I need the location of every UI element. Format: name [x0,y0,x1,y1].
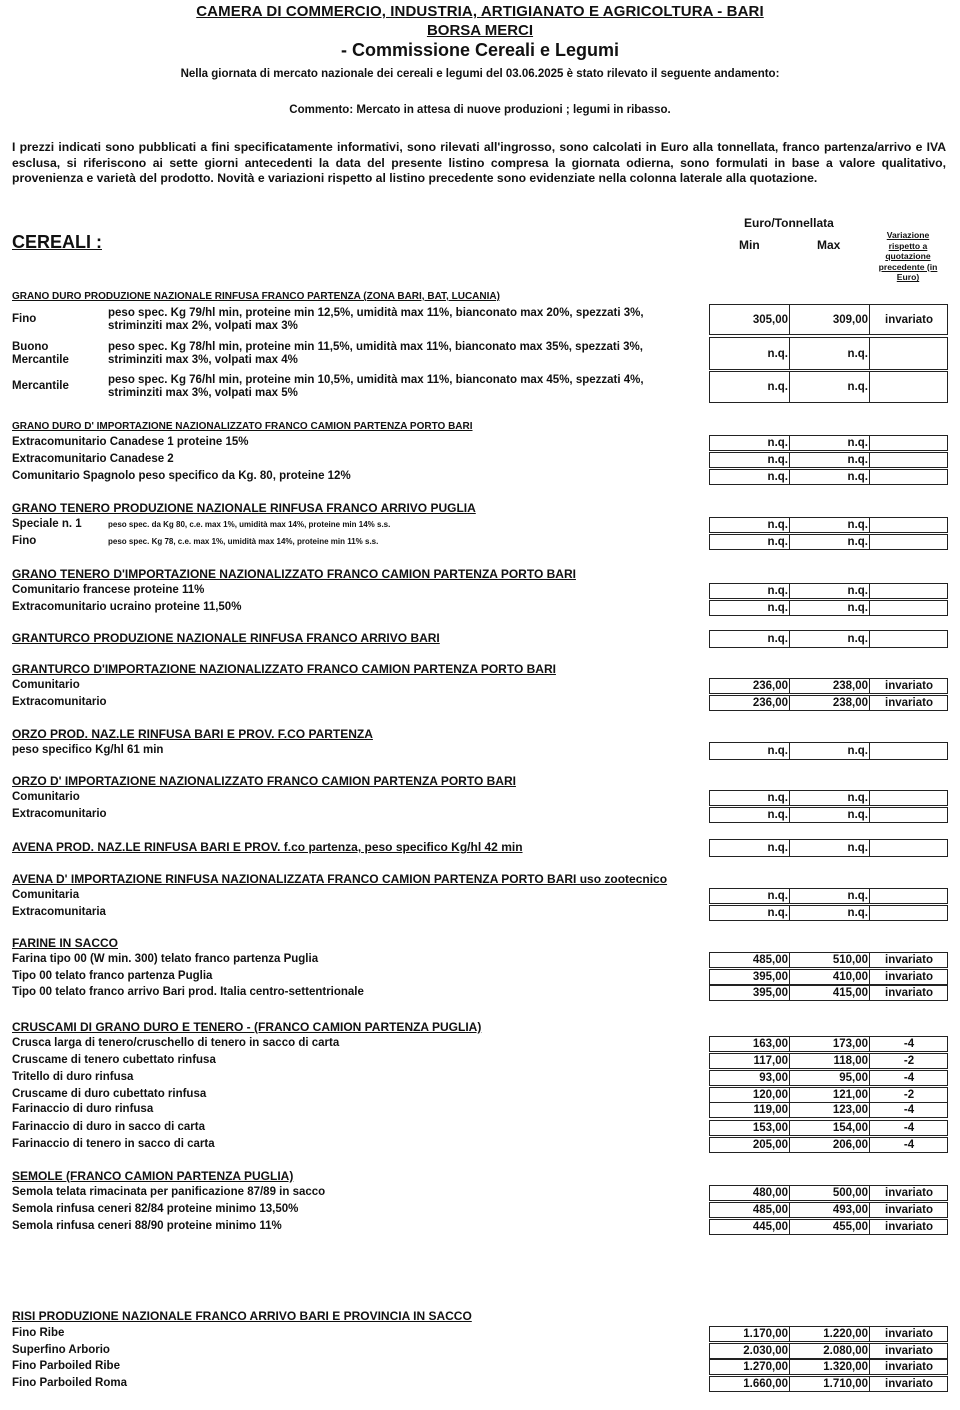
price-variation [870,338,948,369]
price-max: n.q. [790,338,870,369]
price-min: 485,00 [710,1203,790,1217]
price-row [709,839,948,857]
price-max: 455,00 [790,1220,870,1234]
section-title: ORZO D' IMPORTAZIONE NAZIONALIZZATO FRANCO CAMION PARTENZA PORTO BARI [12,774,516,788]
row-label: peso specifico Kg/hl 61 min [12,744,164,756]
price-row [709,435,948,451]
unit-header: Euro/Tonnellata [744,216,834,230]
section-title: SEMOLE (FRANCO CAMION PARTENZA PUGLIA) [12,1169,294,1183]
price-min: n.q. [710,808,790,822]
price-min: 236,00 [710,696,790,710]
row-description: peso spec. Kg 78, c.e. max 1%, umidità max 14%, proteine min 11% s.s. [108,537,379,546]
price-variation: -4 [903,1104,915,1116]
price-max: n.q. [790,791,870,805]
price-row [709,1102,948,1118]
section-title: FARINE IN SACCO [12,936,119,950]
row-label: Fino [12,313,37,325]
price-min: n.q. [710,743,790,759]
price-min: n.q. [710,601,790,615]
price-min: n.q. [710,453,790,467]
price-min: n.q. [710,470,790,484]
price-variation [870,743,948,759]
price-max: n.q. [790,631,870,647]
price-min: 305,00 [710,305,790,334]
intro-text: Nella giornata di mercato nazionale dei cereali e legumi del 03.06.2025 è stato rilevato il seguente andamento: [180,68,780,80]
row-label: Comunitario Spagnolo peso specifico da Kg. 80, proteine 12% [12,470,351,482]
price-variation: invariato [885,1378,933,1390]
price-max: 410,00 [790,970,870,984]
price-max: n.q. [790,453,870,467]
section-title: GRANO DURO D' IMPORTAZIONE NAZIONALIZZATO FRANCO CAMION PARTENZA PORTO BARI [12,421,473,432]
section-title: GRANTURCO D'IMPORTAZIONE NAZIONALIZZATO FRANCO CAMION PARTENZA PORTO BARI [12,662,556,676]
price-min: 1.270,00 [710,1360,790,1374]
price-variation [870,840,948,856]
price-row [709,630,948,648]
price-max: 238,00 [790,679,870,693]
price-variation [870,453,948,467]
chamber-title: CAMERA DI COMMERCIO, INDUSTRIA, ARTIGIANATO E AGRICOLTURA - BARI [196,3,764,20]
price-max: n.q. [790,601,870,615]
commission-title: - Commissione Cereali e Legumi [340,40,620,60]
price-max: 510,00 [790,953,870,967]
price-row [709,695,948,711]
price-max: 121,00 [790,1088,870,1102]
row-label: Tritello di duro rinfusa [12,1071,134,1083]
price-min: n.q. [710,906,790,920]
price-max: 415,00 [790,986,870,1000]
price-row [709,304,948,335]
price-min: 2.030,00 [710,1344,790,1358]
price-row [709,1070,948,1086]
price-row [709,600,948,616]
price-variation [870,808,948,822]
row-label: Fino Parboiled Roma [12,1377,128,1389]
price-row [709,1120,948,1136]
row-label: Cruscame di tenero cubettato rinfusa [12,1054,216,1066]
price-row [709,952,948,968]
row-label: Extracomunitario Canadese 2 [12,453,174,465]
row-label: Comunitario [12,791,80,803]
price-max: 500,00 [790,1186,870,1200]
price-variation: invariato [885,1221,933,1233]
price-variation: invariato [885,697,933,709]
price-min: n.q. [710,840,790,856]
row-label: Extracomunitaria [12,906,106,918]
price-max: n.q. [790,840,870,856]
section-title: CRUSCAMI DI GRANO DURO E TENERO - (FRANCO CAMION PARTENZA PUGLIA) [12,1020,482,1034]
price-variation: -2 [903,1089,915,1101]
price-variation [870,535,948,549]
row-label: Farinaccio di duro in sacco di carta [12,1121,206,1133]
price-max: n.q. [790,584,870,598]
price-min: n.q. [710,518,790,532]
row-label: Comunitario francese proteine 11% [12,584,205,596]
price-max: 95,00 [790,1071,870,1085]
price-row [709,742,948,760]
price-row [709,1219,948,1235]
price-max: 118,00 [790,1054,870,1068]
price-row [709,337,948,370]
price-min: 117,00 [710,1054,790,1068]
price-max: n.q. [790,470,870,484]
price-variation: invariato [885,1345,933,1357]
section-title: RISI PRODUZIONE NAZIONALE FRANCO ARRIVO BARI E PROVINCIA IN SACCO [12,1309,472,1323]
row-label: Extracomunitario [12,808,107,820]
price-variation: invariato [885,987,933,999]
price-row [709,1185,948,1201]
price-max: 1.220,00 [790,1327,870,1341]
row-label: Farinaccio di duro rinfusa [12,1103,154,1115]
price-max: 123,00 [790,1103,870,1117]
price-min: 93,00 [710,1071,790,1085]
row-description: peso spec. da Kg 80, c.e. max 1%, umidità max 14%, proteine min 14% s.s. [108,520,391,529]
price-row [709,1053,948,1069]
row-label: Comunitario [12,679,80,691]
price-min: 205,00 [710,1138,790,1152]
price-row [709,1376,948,1392]
price-max: 173,00 [790,1037,870,1051]
section-title: AVENA D' IMPORTAZIONE RINFUSA NAZIONALIZZATA FRANCO CAMION PARTENZA PORTO BARI uso zootecnico [12,872,668,886]
row-label: Tipo 00 telato franco partenza Puglia [12,970,213,982]
price-row [709,583,948,599]
price-min: 395,00 [710,986,790,1000]
price-row [709,1202,948,1218]
price-variation [870,601,948,615]
price-variation [870,436,948,450]
price-row [709,371,948,403]
price-row [709,452,948,468]
price-max: 238,00 [790,696,870,710]
price-min: 236,00 [710,679,790,693]
price-max: 309,00 [790,305,870,334]
market-comment: Commento: Mercato in attesa di nuove produzioni ; legumi in ribasso. [289,104,671,116]
row-label: Superfino Arborio [12,1344,110,1356]
price-variation: -4 [903,1139,915,1151]
price-min: n.q. [710,372,790,402]
section-title: GRANO TENERO D'IMPORTAZIONE NAZIONALIZZATO FRANCO CAMION PARTENZA PORTO BARI [12,567,576,581]
row-label: Comunitaria [12,889,80,901]
disclaimer-paragraph: I prezzi indicati sono pubblicati a fini specificatamente informativi, sono rilevati all'ingrosso, sono calcolati in Euro alla tonnellata, franco partenza/arrivo e IVA esclusa, si riferiscono ai sette giorni antecedenti la data del presente listino compresa la giornata odierna, sono formulati in base a valore qualitativo, provenienza e varietà del prodotto. Novità e variazioni rispetto al listino precedente sono evidenziate nella colonna laterale alla quotazione. [12,140,946,185]
price-min: 1.660,00 [710,1377,790,1391]
row-label: Farina tipo 00 (W min. 300) telato franco partenza Puglia [12,953,319,965]
price-max: n.q. [790,889,870,903]
price-max: 1.710,00 [790,1377,870,1391]
section-title: GRANTURCO PRODUZIONE NAZIONALE RINFUSA FRANCO ARRIVO BARI [12,631,440,645]
price-max: n.q. [790,436,870,450]
price-variation [870,470,948,484]
price-min: n.q. [710,436,790,450]
price-min: 163,00 [710,1037,790,1051]
price-min: 485,00 [710,953,790,967]
price-min: 1.170,00 [710,1327,790,1341]
cereali-heading: CEREALI : [12,232,102,252]
price-max: n.q. [790,535,870,549]
price-variation [870,518,948,532]
price-max: 2.080,00 [790,1344,870,1358]
price-row [709,1359,948,1375]
price-variation: invariato [885,1187,933,1199]
price-variation: invariato [885,680,933,692]
price-row [709,905,948,921]
row-label: Fino Parboiled Ribe [12,1360,120,1372]
price-variation: invariato [885,954,933,966]
price-max: 206,00 [790,1138,870,1152]
row-description: peso spec. Kg 76/hl min, proteine min 10,5%, umidità max 11%, bianconato max 45%, spezzati 4%, striminziti max 3%, volpati max 5% [108,374,644,399]
price-row [709,517,948,533]
row-label: Buono Mercantile [12,341,69,366]
row-label: Extracomunitario Canadese 1 proteine 15% [12,436,249,448]
price-variation: invariato [885,971,933,983]
row-label: Extracomunitario ucraino proteine 11,50% [12,601,242,613]
price-max: n.q. [790,808,870,822]
price-row [709,969,948,985]
row-label: Crusca larga di tenero/cruschello di tenero in sacco di carta [12,1037,340,1049]
price-max: n.q. [790,518,870,532]
variation-column-header: Variazione rispetto a quotazione precedente (in Euro) [878,230,938,283]
min-column-header: Min [739,238,760,252]
row-label: Farinaccio di tenero in sacco di carta [12,1138,215,1150]
row-label: Fino Ribe [12,1327,65,1339]
price-min: n.q. [710,535,790,549]
price-row [709,790,948,806]
row-label: Semola rinfusa ceneri 82/84 proteine minimo 13,50% [12,1203,299,1215]
price-max: 154,00 [790,1121,870,1135]
price-min: n.q. [710,889,790,903]
price-min: 119,00 [710,1103,790,1117]
price-row [709,1087,948,1103]
price-variation: -2 [903,1055,915,1067]
price-min: 153,00 [710,1121,790,1135]
price-variation: invariato [885,313,933,326]
row-description: peso spec. Kg 79/hl min, proteine min 12,5%, umidità max 11%, bianconato max 20%, spezzati 3%, striminziti max 2%, volpati max 3% [108,307,644,332]
row-label: Extracomunitario [12,696,107,708]
price-max: n.q. [790,743,870,759]
price-variation [870,631,948,647]
price-row [709,888,948,904]
section-title: AVENA PROD. NAZ.LE RINFUSA BARI E PROV. f.co partenza, peso specifico Kg/hl 42 min [12,840,523,854]
price-variation: -4 [903,1122,915,1134]
section-title: GRANO DURO PRODUZIONE NAZIONALE RINFUSA FRANCO PARTENZA (ZONA BARI, BAT, LUCANIA) [12,291,500,302]
borsa-merci-title: BORSA MERCI [426,22,534,39]
row-description: peso spec. Kg 78/hl min, proteine min 11,5%, umidità max 11%, bianconato max 35%, spezzati 3%, striminziti max 3%, volpati max 4% [108,341,643,366]
price-variation: -4 [903,1038,915,1050]
price-row [709,1343,948,1359]
price-variation: -4 [903,1072,915,1084]
price-min: n.q. [710,631,790,647]
price-row [709,1326,948,1342]
price-row [709,1036,948,1052]
price-row [709,678,948,694]
price-min: 480,00 [710,1186,790,1200]
price-variation: invariato [885,1328,933,1340]
price-row [709,985,948,1001]
price-max: n.q. [790,372,870,402]
section-title: GRANO TENERO PRODUZIONE NAZIONALE RINFUSA FRANCO ARRIVO PUGLIA [12,501,476,515]
price-max: 1.320,00 [790,1360,870,1374]
price-variation: invariato [885,1361,933,1373]
price-min: n.q. [710,338,790,369]
row-label: Semola telata rimacinata per panificazione 87/89 in sacco [12,1186,326,1198]
section-title: ORZO PROD. NAZ.LE RINFUSA BARI E PROV. F.CO PARTENZA [12,727,373,741]
price-max: 493,00 [790,1203,870,1217]
row-label: Fino [12,535,37,547]
row-label: Mercantile [12,380,69,392]
row-label: Semola rinfusa ceneri 88/90 proteine minimo 11% [12,1220,282,1232]
price-variation [870,791,948,805]
price-row [709,469,948,485]
max-column-header: Max [817,238,841,252]
price-min: 120,00 [710,1088,790,1102]
price-variation [870,906,948,920]
row-label: Cruscame di duro cubettato rinfusa [12,1088,207,1100]
price-min: n.q. [710,584,790,598]
price-variation [870,584,948,598]
price-min: 445,00 [710,1220,790,1234]
price-max: n.q. [790,906,870,920]
price-min: 395,00 [710,970,790,984]
row-label: Speciale n. 1 [12,518,82,530]
price-variation [870,372,948,402]
price-row [709,1137,948,1153]
price-row [709,534,948,550]
price-min: n.q. [710,791,790,805]
row-label: Tipo 00 telato franco arrivo Bari prod. Italia centro-settentrionale [12,986,364,998]
price-variation: invariato [885,1204,933,1216]
price-variation [870,889,948,903]
price-row [709,807,948,823]
